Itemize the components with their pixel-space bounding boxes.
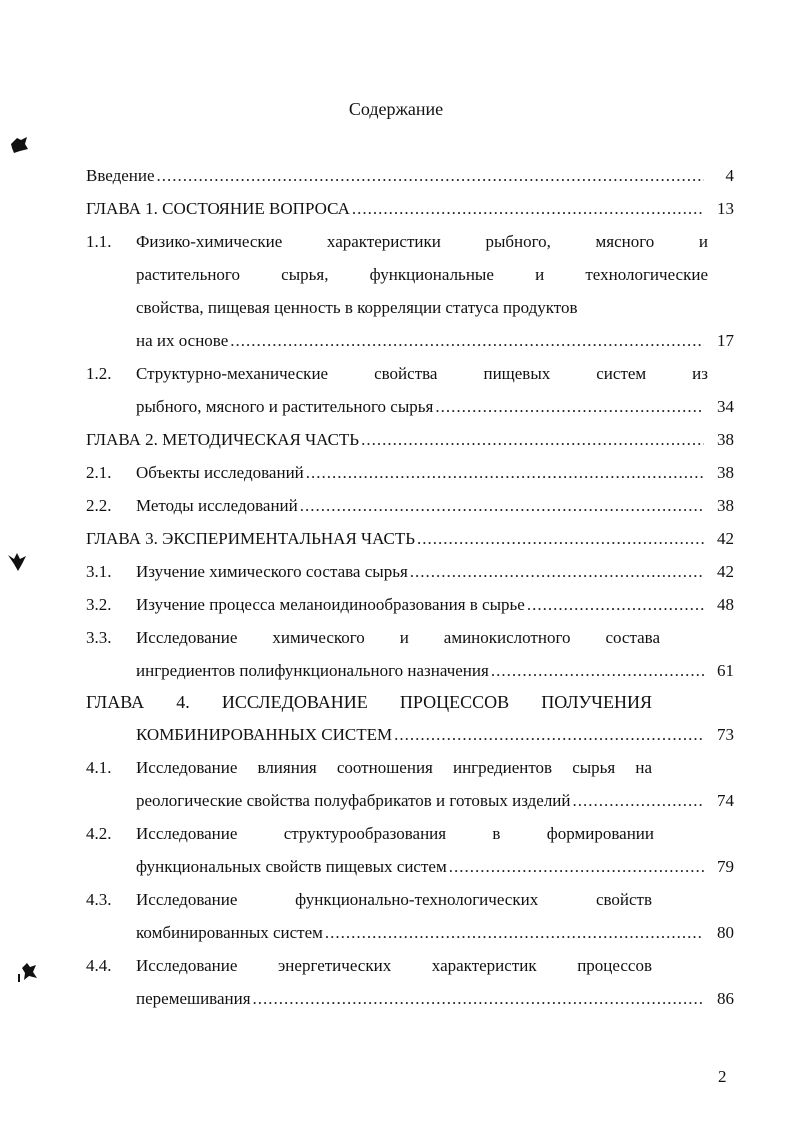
toc-entry-text: ГЛАВА 2. МЕТОДИЧЕСКАЯ ЧАСТЬ (86, 430, 360, 449)
toc-entry-2-2 (86, 495, 734, 517)
toc-entry-number: 1.1. (86, 232, 112, 251)
toc-entry-1-2-cont (86, 396, 734, 418)
toc-entry-4-1 (86, 757, 652, 779)
toc-entry-text: Исследование влияния соотношения ингредиентов сырья на (136, 758, 652, 777)
leader-dots (300, 495, 704, 517)
toc-entry-text: рыбного, мясного и растительного сырья (136, 397, 434, 416)
toc-entry-text: Исследование структурообразования в формировании (136, 824, 654, 843)
toc-page-number: 34 (717, 397, 734, 416)
toc-page-number: 80 (717, 923, 734, 942)
toc-entry-4-4 (86, 955, 652, 977)
leader-dots (573, 790, 704, 812)
toc-entry-text: реологические свойства полуфабрикатов и готовых изделий (136, 791, 571, 810)
toc-entry-1-1-cont (86, 330, 734, 352)
toc-entry-number: 3.1. (86, 562, 112, 581)
toc-entry-chapter-4 (86, 691, 652, 713)
page-title: Содержание (348, 99, 444, 119)
toc-entry-1-1 (86, 231, 734, 253)
leader-dots (361, 429, 704, 451)
toc-entry-text: Объекты исследований (136, 463, 304, 482)
leader-dots (352, 198, 704, 220)
leader-dots (230, 330, 704, 352)
toc-entry-number: 1.2. (86, 364, 112, 383)
toc-entry-text: комбинированных систем (136, 923, 323, 942)
leader-dots (157, 165, 704, 187)
toc-entry-text: функциональных свойств пищевых систем (136, 857, 447, 876)
toc-entry-chapter-3 (86, 528, 734, 550)
toc-entry-text: Исследование энергетических характеристик процессов (136, 956, 652, 975)
toc-entry-3-1 (86, 561, 734, 583)
leader-dots (325, 922, 704, 944)
toc-page-number: 4 (725, 166, 734, 185)
toc-entry-text: ГЛАВА 3. ЭКСПЕРИМЕНТАЛЬНАЯ ЧАСТЬ (86, 529, 416, 548)
leader-dots (253, 988, 704, 1010)
toc-entry-1-1-cont (86, 264, 734, 286)
toc-entry-4-4-cont (86, 988, 734, 1010)
toc-entry-text: Методы исследований (136, 496, 298, 515)
toc-entry-4-2 (86, 823, 654, 845)
toc-entry-text: КОМБИНИРОВАННЫХ СИСТЕМ (136, 725, 393, 744)
toc-entry-text: ингредиентов полифункционального назначения (136, 661, 489, 680)
toc-entry-text: Исследование химического и аминокислотного состава (136, 628, 660, 647)
toc-entry-text: ГЛАВА 1. СОСТОЯНИЕ ВОПРОСА (86, 199, 350, 218)
toc-entry-1-2 (86, 363, 734, 385)
toc-entry-4-3-cont (86, 922, 734, 944)
toc-entry-number: 3.2. (86, 595, 112, 614)
toc-entry-4-1-cont (86, 790, 734, 812)
toc-entry-number: 4.4. (86, 956, 112, 975)
toc-entry-number: 2.1. (86, 463, 112, 482)
toc-entry-1-1-cont (86, 297, 734, 319)
toc-entry-number: 2.2. (86, 496, 112, 515)
leader-dots (449, 856, 704, 878)
toc-page-number: 42 (717, 529, 734, 548)
toc-entry-number: 3.3. (86, 628, 112, 647)
page-number: 2 (718, 1067, 727, 1086)
toc-entry-text: Исследование функционально-технологических свойств (136, 890, 652, 909)
toc-entry-3-3 (86, 627, 660, 649)
toc-entry-3-2 (86, 594, 734, 616)
leader-dots (417, 528, 704, 550)
toc-entry-text: Изучение процесса меланоидинообразования в сырье (136, 595, 525, 614)
toc-entry-text: Физико-химические характеристики рыбного, мясного и (136, 232, 708, 251)
scan-mark-1 (8, 134, 30, 156)
leader-dots (527, 594, 704, 616)
leader-dots (394, 724, 704, 746)
leader-dots (491, 660, 704, 682)
toc-entry-chapter-4-cont (86, 724, 734, 746)
scan-mark-3 (18, 960, 40, 984)
toc-entry-4-3 (86, 889, 652, 911)
scan-mark-2 (6, 550, 28, 574)
toc-entry-text: перемешивания (136, 989, 251, 1008)
toc-page-number: 86 (717, 989, 734, 1008)
toc-entry-text: Структурно-механические свойства пищевых систем из (136, 364, 708, 383)
toc-entry-3-3-cont (86, 660, 734, 682)
leader-dots (435, 396, 704, 418)
leader-dots (410, 561, 704, 583)
toc-page-number: 74 (717, 791, 734, 810)
toc-page-number: 38 (717, 463, 734, 482)
toc-page-number: 73 (717, 725, 734, 744)
toc-entry-text: Введение (86, 166, 155, 185)
toc-page-number: 48 (717, 595, 734, 614)
toc-entry-introduction (86, 165, 734, 187)
toc-page-number: 17 (717, 331, 734, 350)
toc-entry-2-1 (86, 462, 734, 484)
toc-entry-text: растительного сырья, функциональные и технологические (136, 265, 708, 284)
toc-entry-chapter-2 (86, 429, 734, 451)
toc-page-number: 38 (717, 430, 734, 449)
toc-entry-number: 4.3. (86, 890, 112, 909)
toc-entry-text: свойства, пищевая ценность в корреляции статуса продуктов (136, 298, 578, 317)
toc-page-number: 38 (717, 496, 734, 515)
toc-entry-number: 4.1. (86, 758, 112, 777)
leader-dots (306, 462, 704, 484)
toc-entry-text: Изучение химического состава сырья (136, 562, 408, 581)
toc-page-number: 42 (717, 562, 734, 581)
toc-page-number: 79 (717, 857, 734, 876)
toc-entry-4-2-cont (86, 856, 734, 878)
toc-page-number: 13 (717, 199, 734, 218)
toc-page-number: 61 (717, 661, 734, 680)
toc-entry-text: на их основе (136, 331, 229, 350)
toc-entry-number: 4.2. (86, 824, 112, 843)
toc-entry-text: ГЛАВА 4. ИССЛЕДОВАНИЕ ПРОЦЕССОВ ПОЛУЧЕНИЯ (86, 692, 652, 712)
toc-entry-chapter-1 (86, 198, 734, 220)
